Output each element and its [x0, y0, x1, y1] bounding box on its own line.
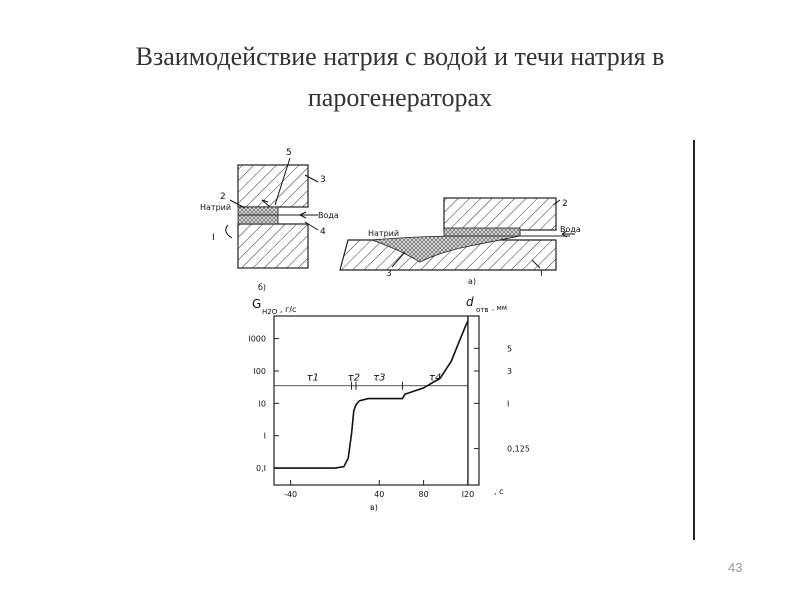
y-tick-label: 0,I: [256, 464, 266, 474]
chart: [248, 295, 530, 512]
fig-b-callout-4: 4: [320, 227, 326, 237]
y-tick-label: I000: [248, 334, 266, 344]
sodium-layer: [444, 228, 520, 236]
fig-a-callout-3: 3: [386, 269, 392, 279]
fig-b-callout-5: 5: [286, 148, 292, 158]
y-tick-label: I0: [258, 399, 266, 409]
title-line-1: Взаимодействие натрия с водой и течи натрия в: [135, 42, 665, 71]
series-line: [274, 321, 468, 468]
x-axis-unit: , с: [494, 487, 504, 496]
x-tick-label: 40: [374, 490, 385, 499]
right-axis-label-unit: , мм: [492, 304, 508, 312]
fig-a-callout-2: 2: [562, 199, 568, 209]
x-tick-label: I20: [461, 490, 475, 499]
slide-number: 43: [728, 560, 743, 575]
fig-a-caption: а): [468, 277, 477, 286]
fig-a-voda-label: Вода: [560, 225, 581, 234]
right-tick-label: I: [507, 399, 510, 409]
right-tick-label: 3: [507, 366, 513, 376]
callout-1-leader: [226, 225, 232, 238]
chart-caption: в): [370, 503, 378, 512]
figure-a-diagram: [340, 198, 581, 286]
chart-frame: [274, 316, 479, 485]
left-axis-label-main: G: [252, 297, 262, 311]
x-tick-label: 80: [418, 490, 429, 499]
y-tick-label: I00: [253, 366, 266, 376]
right-tick-label: 5: [507, 344, 513, 354]
fig-b-callout-1: I: [212, 233, 215, 243]
water-arrow-icon: [300, 212, 318, 218]
lower-wall: [238, 224, 308, 268]
figure-b-diagram: [200, 148, 339, 292]
y-tick-label: I: [263, 431, 266, 441]
right-axis-label-main: d: [466, 295, 474, 309]
fig-b-callout-2: 2: [220, 192, 226, 202]
fig-b-voda-label: Вода: [318, 211, 339, 220]
left-axis-label-sub: H2O: [262, 308, 278, 316]
interval-label: τ3: [373, 372, 386, 384]
fig-a-callout-1: I: [540, 269, 543, 279]
fig-a-natriy-label: Натрий: [368, 229, 400, 238]
x-tick-label: -40: [284, 490, 298, 499]
right-axis-label-sub: отв: [476, 306, 489, 314]
interval-label: τ2: [347, 372, 360, 384]
upper-wall: [238, 165, 308, 207]
left-axis-label-unit: , г/с: [280, 305, 297, 314]
upper-block: [444, 198, 556, 230]
interval-label: τ4: [429, 372, 442, 384]
title-line-2: парогенераторах: [307, 83, 493, 112]
fig-b-natriy-label: Натрий: [200, 203, 232, 212]
right-tick-label: 0,125: [507, 444, 530, 454]
interval-label: τ1: [306, 372, 319, 384]
fig-b-caption: б): [258, 283, 267, 292]
fig-b-callout-3: 3: [320, 175, 326, 185]
